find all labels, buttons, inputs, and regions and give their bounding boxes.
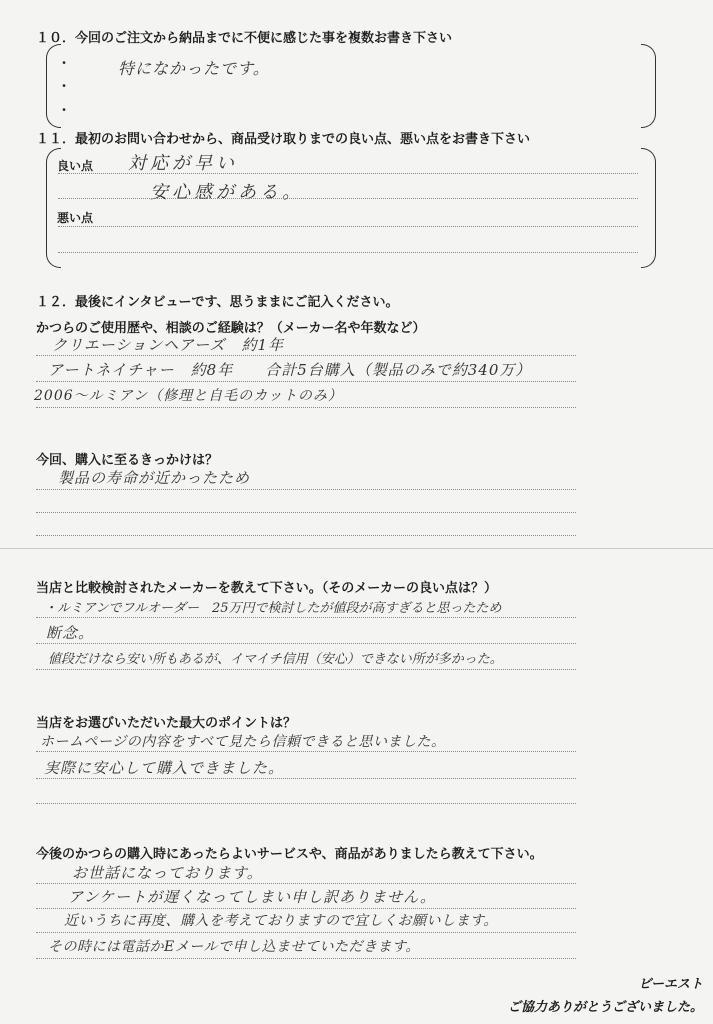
q11-good-answer-1: 対応が早い xyxy=(128,153,238,174)
future-line-3: 近いうちに再度、購入を考えておりますので宜しくお願いします。 xyxy=(64,913,498,929)
history-line-2: アートネイチャー 約8年 合計5台購入（製品のみで約340万） xyxy=(48,361,532,379)
trigger-line-1: 製品の寿命が近かったため xyxy=(58,469,251,487)
q10-bullet-3: ・ xyxy=(58,103,71,117)
history-rule-3 xyxy=(36,407,576,408)
trigger-question: 今回、購入に至るきっかけは？ xyxy=(36,453,219,468)
q10-title: １０．今回のご注文から納品までに不便に感じた事を複数お書き下さい xyxy=(36,31,453,46)
paper-fold-line xyxy=(0,548,713,549)
future-line-2: アンケートが遅くなってしまい申し訳ありません。 xyxy=(68,888,437,906)
trigger-rule-2 xyxy=(36,512,576,513)
q10-answer: 特になかったです。 xyxy=(118,59,270,78)
compare-rule-2 xyxy=(36,643,576,644)
compare-question: 当店と比較検討されたメーカーを教えて下さい。（そのメーカーの良い点は？） xyxy=(36,581,497,596)
q11-rule-1 xyxy=(58,173,638,174)
reason-rule-2 xyxy=(36,778,576,779)
q11-good-answer-2: 安心感がある。 xyxy=(150,182,304,203)
compare-line-2: 断念。 xyxy=(46,624,95,642)
compare-line-1: ・ルミアンでフルオーダー 25万円で検討したが値段が高すぎると思ったため xyxy=(44,601,502,616)
future-question: 今後のかつらの購入時にあったらよいサービスや、商品がありましたら教えて下さい。 xyxy=(36,847,543,862)
reason-rule-3 xyxy=(36,803,576,804)
q10-bullet-2: ・ xyxy=(58,79,71,93)
history-rule-1 xyxy=(36,355,576,356)
q11-title: １１．最初のお問い合わせから、商品受け取りまでの良い点、悪い点をお書き下さい xyxy=(36,132,531,147)
compare-line-3: 値段だけなら安い所もあるが、イマイチ信用（安心）できない所が多かった。 xyxy=(48,652,503,667)
history-rule-2 xyxy=(36,381,576,382)
future-line-4: その時には電話かEメールで申し込ませていただきます。 xyxy=(48,939,420,955)
trigger-rule-1 xyxy=(36,489,576,490)
q10-bullet-1: ・ xyxy=(58,56,71,70)
trigger-rule-3 xyxy=(36,535,576,536)
q11-rule-3 xyxy=(58,226,638,227)
future-rule-4 xyxy=(36,958,576,959)
future-rule-3 xyxy=(36,932,576,933)
reason-question: 当店をお選びいただいた最大のポイントは？ xyxy=(36,716,297,731)
history-line-3: 2006～ルミアン（修理と自毛のカットのみ） xyxy=(34,388,343,404)
reason-line-2: 実際に安心して購入できました。 xyxy=(44,759,285,777)
reason-line-1: ホームページの内容をすべて見たら信頼できると思いました。 xyxy=(40,734,446,750)
footer-thanks: ご協力ありがとうございました。 xyxy=(507,1000,703,1015)
q11-good-label: 良い点 xyxy=(57,159,94,173)
q11-bracket-right xyxy=(641,148,656,268)
q11-rule-4 xyxy=(58,252,638,253)
history-question: かつらのご使用歴や、相談のご経験は？（メーカー名や年数など） xyxy=(36,321,426,336)
future-rule-1 xyxy=(36,883,576,884)
history-line-1: クリエーションヘアーズ 約1年 xyxy=(52,336,284,354)
q10-bracket-right xyxy=(641,44,656,128)
q11-rule-2 xyxy=(58,198,638,199)
future-rule-2 xyxy=(36,908,576,909)
compare-rule-1 xyxy=(36,617,576,618)
future-line-1: お世話になっております。 xyxy=(72,864,263,882)
q12-title: １２．最後にインタビューです、思うままにご記入ください。 xyxy=(36,295,399,310)
footer-company: ビーエスト xyxy=(638,977,703,992)
q11-bad-label: 悪い点 xyxy=(57,211,94,225)
compare-rule-3 xyxy=(36,669,576,670)
reason-rule-1 xyxy=(36,751,576,752)
